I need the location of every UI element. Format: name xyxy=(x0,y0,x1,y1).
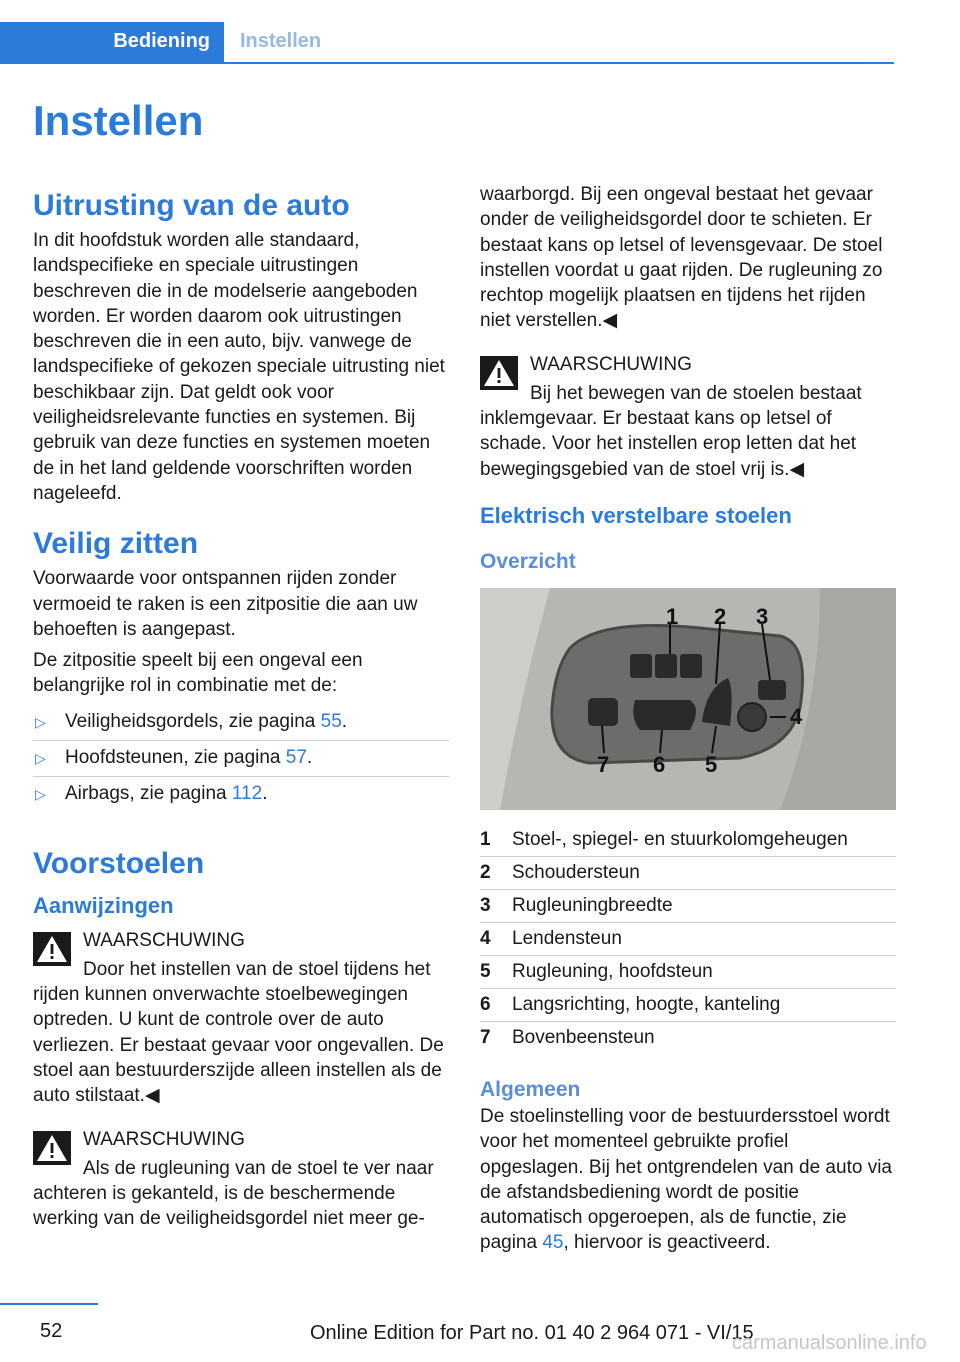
legend-number: 5 xyxy=(480,955,512,988)
warning-triangle-icon xyxy=(33,1131,71,1165)
warning-text: Bij het bewegen van de stoelen bestaat inklemgevaar. Er bestaat kans op letsel of schade. Voor het instellen erop letten dat het bewegingsgebied van de stoel vrij is.◀ xyxy=(480,382,862,480)
legend-number: 4 xyxy=(480,922,512,955)
photo-label-6: 6 xyxy=(653,751,666,777)
legend-number: 1 xyxy=(480,824,512,857)
table-row xyxy=(480,1021,896,1054)
section-title-veilig-zitten: Veilig zitten xyxy=(33,527,199,561)
edition-text: Online Edition for Part no. 01 40 2 964 071 - VI/15 xyxy=(310,1322,754,1344)
legend-text: Rugleuningbreedte xyxy=(512,889,896,922)
photo-label-1: 1 xyxy=(666,603,679,629)
legend-text: Schoudersteun xyxy=(512,856,896,889)
list-item: ▷ Hoofdsteunen, zie pagina 57. xyxy=(33,741,449,777)
legend-text: Langsrichting, hoogte, kanteling xyxy=(512,988,896,1021)
photo-label-3: 3 xyxy=(756,603,769,629)
warning-block xyxy=(33,928,449,1109)
list-item: ▷ Airbags, zie pagina 112. xyxy=(33,777,449,812)
section-title-voorstoelen: Voorstoelen xyxy=(33,846,205,880)
legend-text: Bovenbeensteun xyxy=(512,1026,655,1048)
legend-number: 2 xyxy=(480,856,512,889)
warning-text-continued: waarborgd. Bij een ongeval bestaat het gevaar onder de veiligheidsgordel door te schieten. Er bestaat kans op letsel of levensgevaar. De stoel instellen voordat u gaat rijden. De rugleuning zo rechtop mogelijk plaatsen en tijdens het rijden niet verstellen.◀ xyxy=(480,184,883,332)
paragraph-algemeen: De stoelinstelling voor de bestuurdersstoel wordt voor het momenteel gebruikte profiel opgeslagen. Bij het ontgrendelen van de auto via de afstandsbediening wordt de positie automatisch opgeroepen, als de functie, zie pagina 45, hiervoor is geactiveerd. xyxy=(480,1105,892,1254)
tab-instellen[interactable]: Instellen xyxy=(240,30,322,52)
section-title-elektrisch: Elektrisch verstelbare stoelen xyxy=(480,502,792,528)
subsection-title-overzicht: Overzicht xyxy=(480,549,576,573)
triangle-bullet-icon: ▷ xyxy=(35,713,46,730)
warning-title: WAARSCHUWING xyxy=(83,1128,245,1150)
table-row xyxy=(480,889,896,922)
legend-number: 3 xyxy=(480,889,512,922)
table-row xyxy=(480,856,896,889)
photo-label-5: 5 xyxy=(705,751,718,777)
page-link[interactable]: 55 xyxy=(320,710,342,732)
legend-number: 7 xyxy=(480,1026,491,1048)
legend-text: Rugleuning, hoofdsteun xyxy=(512,955,896,988)
paragraph-uitrusting: In dit hoofdstuk worden alle standaard, landspecifieke en speciale uitrustingen beschreven die in de modelserie aangeboden worden. Er worden daarom ook uitrustingen beschreven die in een auto, bijv. vanwege de landspecifieke of gekozen speciale uitrusting niet beschikbaar zijn. Dat geldt ook voor veiligheidsrelevante functies en systemen. Bij gebruik van deze functies en systemen moeten de in het land geldende voorschriften worden nageleefd. xyxy=(33,230,445,504)
page-link[interactable]: 45 xyxy=(542,1232,564,1254)
warning-triangle-icon xyxy=(480,356,518,390)
table-row xyxy=(480,922,896,955)
table-row xyxy=(480,955,896,988)
triangle-bullet-icon: ▷ xyxy=(35,785,46,802)
warning-block xyxy=(480,352,896,482)
section-title-uitrusting: Uitrusting van de auto xyxy=(33,189,350,222)
warning-block xyxy=(33,1127,449,1232)
page-title: Instellen xyxy=(33,97,204,144)
subsection-title-algemeen: Algemeen xyxy=(480,1077,581,1101)
left-column xyxy=(33,188,449,1231)
list-item: ▷ Veiligheidsgordels, zie pagina 55. xyxy=(33,705,449,741)
right-column xyxy=(480,182,896,1262)
seat-controls-photo xyxy=(480,588,896,810)
warning-text: Door het instellen van de stoel tijdens het rijden kunnen onverwachte stoelbewegingen optreden. U kunt de controle over de auto verliezen. Er bestaat gevaar voor ongevallen. De stoel aan bestuurderszijde alleen instellen als de auto stilstaat.◀ xyxy=(33,958,444,1107)
page-link[interactable]: 57 xyxy=(285,746,307,768)
warning-text: Als de rugleuning van de stoel te ver naar achteren is gekanteld, is de beschermende werking van de veiligheidsgordel niet meer ge- xyxy=(33,1157,434,1230)
photo-label-4: 4 xyxy=(790,703,803,729)
triangle-bullet-icon: ▷ xyxy=(35,749,46,766)
warning-title: WAARSCHUWING xyxy=(530,353,692,375)
paragraph-zitpositie-2: De zitpositie speelt bij een ongeval een belangrijke rol in combinatie met de: xyxy=(33,650,363,697)
legend-number: 6 xyxy=(480,988,512,1021)
page-number: 52 xyxy=(40,1320,63,1342)
legend-table xyxy=(480,824,896,1054)
paragraph-zitpositie-1: Voorwaarde voor ontspannen rijden zonder vermoeid te raken is een zitpositie die aan uw behoeften is aangepast. xyxy=(33,568,418,640)
table-row xyxy=(480,824,896,857)
legend-text: Lendensteun xyxy=(512,922,896,955)
header-tabbar xyxy=(0,22,894,64)
warning-title: WAARSCHUWING xyxy=(83,929,245,951)
watermark: carmanualsonline.info xyxy=(732,1332,927,1354)
photo-label-2: 2 xyxy=(714,603,727,629)
page-link[interactable]: 112 xyxy=(231,782,263,804)
tab-bediening[interactable]: Bediening xyxy=(0,22,224,62)
table-row xyxy=(480,988,896,1021)
footer-divider xyxy=(0,1303,98,1305)
bullet-list xyxy=(33,705,449,812)
warning-triangle-icon xyxy=(33,932,71,966)
legend-text: Stoel-, spiegel- en stuurkolomgeheugen xyxy=(512,824,896,857)
photo-label-7: 7 xyxy=(597,751,610,777)
seat-controls-illustration xyxy=(480,588,896,810)
subsection-title-aanwijzingen: Aanwijzingen xyxy=(33,892,174,918)
